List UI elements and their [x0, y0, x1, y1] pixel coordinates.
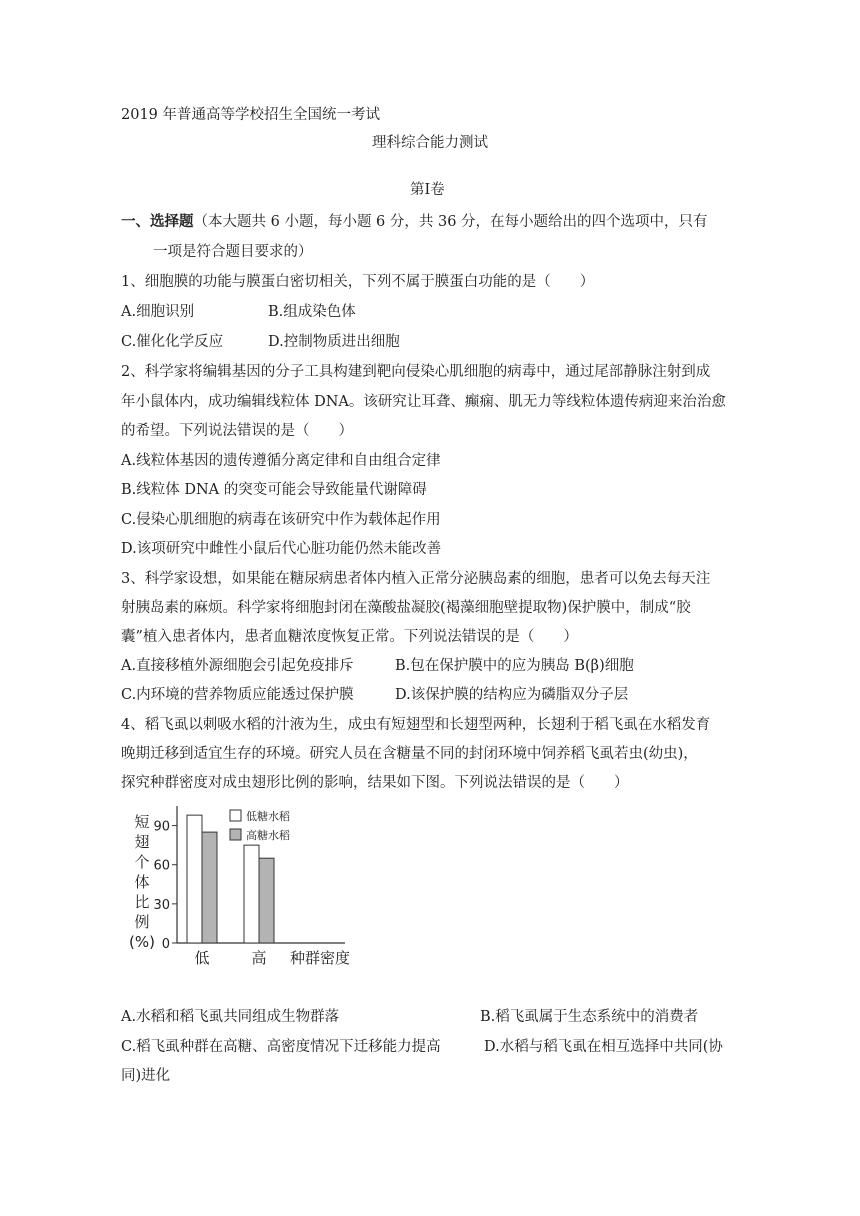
- bar-low-sugar: [244, 845, 259, 943]
- x-axis-label: 种群密度: [289, 949, 351, 967]
- q3-stem-2: 射胰岛素的麻烦。科学家将细胞封闭在藻酸盐凝胶(褐藻细胞壁提取物)保护膜中，制成“胶: [121, 600, 691, 616]
- y-axis-label-char: 体: [134, 873, 150, 891]
- q1-option-c: C.催化化学反应: [121, 334, 224, 350]
- q2-option-b: B.线粒体 DNA 的突变可能会导致能量代谢障碍: [121, 482, 427, 498]
- bar-high-sugar: [202, 832, 217, 943]
- q3-option-d: D.该保护膜的结构应为磷脂双分子层: [395, 687, 629, 703]
- x-tick-label: 高: [251, 949, 267, 967]
- legend-swatch: [230, 829, 241, 840]
- section-description-cont: 一项是符合题目要求的）: [153, 244, 313, 260]
- q3-option-c: C.内环境的营养物质应能透过保护膜: [121, 687, 354, 703]
- y-axis-label-char: 比: [134, 893, 150, 911]
- q1-option-b: B.组成染色体: [268, 304, 356, 320]
- q2-option-a: A.线粒体基因的遗传遵循分离定律和自由组合定律: [121, 453, 441, 469]
- y-tick-label: 0: [161, 937, 170, 952]
- q4-option-d-2: 同)进化: [121, 1068, 171, 1084]
- q1-option-a: A.细胞识别: [121, 304, 195, 320]
- exam-title: 2019 年普通高等学校招生全国统一考试: [121, 107, 381, 123]
- q4-stem-1: 4、稻飞虱以刺吸水稻的汁液为生，成虫有短翅型和长翅型两种，长翅利于稻飞虱在水稻发育: [121, 717, 711, 733]
- q3-stem-1: 3、科学家设想，如果能在糖尿病患者体内植入正常分泌胰岛素的细胞，患者可以免去每天注: [121, 571, 711, 587]
- q4-option-d-1: D.水稻与稻飞虱在相互选择中共同(协: [484, 1039, 723, 1055]
- y-tick-label: 90: [153, 819, 170, 835]
- section-description: （本大题共 6 小题，每小题 6 分，共 36 分，在每小题给出的四个选项中，只有: [193, 214, 708, 230]
- legend-label: 低糖水稻: [246, 810, 290, 823]
- wing-ratio-bar-chart: [120, 800, 370, 970]
- q2-stem-3: 的希望。下列说法错误的是（ ）: [121, 423, 353, 439]
- q2-stem-1: 2、科学家将编辑基因的分子工具构建到靶向侵染心肌细胞的病毒中，通过尾部静脉注射到成: [121, 364, 711, 380]
- y-tick-label: 30: [153, 897, 170, 913]
- q4-stem-2: 晚期迁移到适宜生存的环境。研究人员在含糖量不同的封闭环境中饲养稻飞虱若虫(幼虫)，: [121, 746, 698, 762]
- y-axis-label-char: 个: [134, 853, 150, 871]
- subject-title: 理科综合能力测试: [372, 135, 488, 151]
- y-axis-label-char: (%): [129, 933, 155, 951]
- q2-option-d: D.该项研究中雌性小鼠后代心脏功能仍然未能改善: [121, 541, 442, 557]
- q1-option-d: D.控制物质进出细胞: [268, 334, 400, 350]
- q4-option-c: C.稻飞虱种群在高糖、高密度情况下迁移能力提高: [121, 1039, 441, 1055]
- y-axis-label-char: 例: [134, 913, 150, 931]
- section-heading-line: [121, 212, 708, 232]
- section-heading: 一、选择题: [121, 213, 194, 230]
- volume-title: 第Ⅰ卷: [410, 182, 445, 198]
- q1-stem: 1、细胞膜的功能与膜蛋白密切相关，下列不属于膜蛋白功能的是（ ）: [121, 274, 595, 290]
- legend-swatch: [230, 810, 241, 821]
- y-axis-label-char: 翅: [134, 833, 150, 851]
- q4-option-b: B.稻飞虱属于生态系统中的消费者: [480, 1009, 699, 1025]
- bar-high-sugar: [259, 858, 274, 943]
- q2-stem-2: 年小鼠体内，成功编辑线粒体 DNA。该研究让耳聋、癫痫、肌无力等线粒体遗传病迎来治治愈: [121, 394, 726, 410]
- y-tick-label: 60: [153, 858, 170, 874]
- bar-low-sugar: [187, 815, 202, 943]
- legend-label: 高糖水稻: [246, 829, 290, 842]
- y-axis-label-char: 短: [134, 813, 150, 831]
- q4-option-a: A.水稻和稻飞虱共同组成生物群落: [121, 1009, 340, 1025]
- x-tick-label: 低: [194, 949, 210, 967]
- q4-stem-3: 探究种群密度对成虫翅形比例的影响，结果如下图。下列说法错误的是（ ）: [121, 775, 629, 791]
- q3-option-a: A.直接移植外源细胞会引起免疫排斥: [121, 658, 354, 674]
- q3-stem-3: 囊”植入患者体内，患者血糖浓度恢复正常。下列说法错误的是（ ）: [121, 629, 578, 645]
- q2-option-c: C.侵染心肌细胞的病毒在该研究中作为载体起作用: [121, 512, 441, 528]
- q3-option-b: B.包在保护膜中的应为胰岛 B(β)细胞: [395, 658, 634, 674]
